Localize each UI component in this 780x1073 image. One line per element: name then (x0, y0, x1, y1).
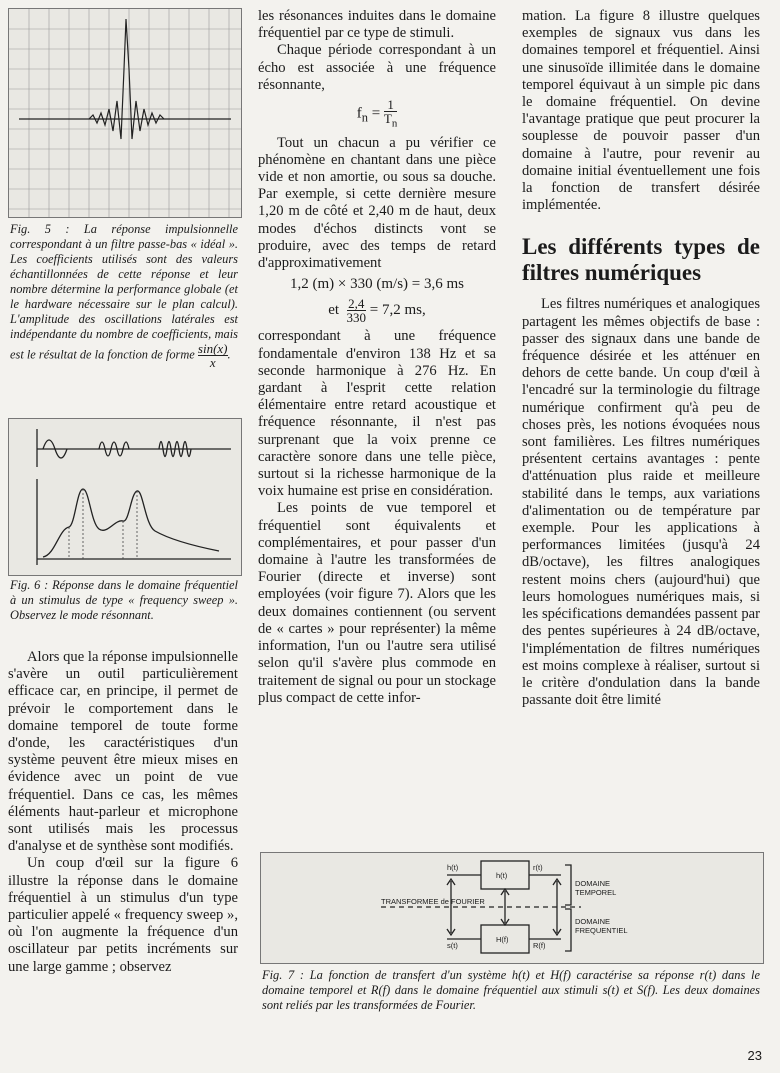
figure-7-transfer-function (260, 852, 764, 964)
delay-equation-2: et $\frac{2,4}{330}$ = 7,2 ms, (328, 296, 426, 326)
column-1-text (8, 649, 238, 976)
box-top-label: h(t) (496, 871, 508, 880)
page-number: 23 (747, 1048, 762, 1063)
label-ht-in: h(t) (447, 863, 459, 872)
paragraph: les résonances induites dans le domaine fréquentiel par ce type de stimuli. (258, 8, 496, 42)
domain-frequency-label: DOMAINE FREQUENTIEL (575, 917, 628, 935)
impulse-response-plot (9, 9, 241, 217)
label-st: s(t) (447, 941, 458, 950)
figure-7-caption: Fig. 7 : La fonction de transfert d'un système h(t) et H(f) caractérise sa réponse r(t) dans le domaine temporel et R(f) dans le domaine fréquentiel aux stimuli s(t) et S(f). Les deux domaines sont reliés par les transformées de Fourier. (262, 968, 760, 1012)
paragraph: Un coup d'œil sur la figure 6 illustre la réponse dans le domaine fréquentiel à un stimulus d'un type particulier appelé « frequency sweep », où l'on augmente la fréquence d'un oscillateur par petits incréments sur une large gamme ; observez (8, 855, 238, 975)
paragraph: Chaque période correspondant à un écho est associée à une fréquence résonnante, (258, 42, 496, 93)
resonance-formula: $f_n$ = $\frac{1}{T_n}$ (356, 97, 398, 130)
column-3-text (522, 8, 760, 709)
transfer-function-diagram (261, 853, 763, 963)
figure-6-frequency-response (8, 418, 242, 576)
paragraph: Les filtres numériques et analogiques partagent les mêmes objectifs de base : passer des signaux dans une bande de fréquence désirée et les atténuer en dehors de cette bande. Un coup d'œil à l'encadré sur la terminologie du filtrage numérique confirment qu'à peu de choses près, les notions évoquées nous sont familières. Les filtres numériques présentent certains avantages : pente d'atténuation plus raide et meilleure stabilité dans le temps, aux variations d'alimentation ou de température par exemple. Pour les applications à performances limitées (jusqu'à 24 dB/octave), les filtres analogiques restent moins chers (aujourd'hui) que leurs homologues numériques mais, si les spécifications demandées passent par des pentes supérieures à 24 dB/octave, l'implémentation de filtres numériques est moins complexe à réaliser, surtout si le critère d'ondulation dans la bande passante doit être limité (522, 296, 760, 709)
paragraph: Alors que la réponse impulsionnelle s'avère un outil particulièrement efficace car, en principe, il permet de prévoir le comportement dans le domaine temporel de toute forme d'onde, les caractéristiques d'un système peuvent être mieux mises en évidence avec un point de vue fréquentiel. Dans ce cas, les mêmes éléments haut-parleur et microphone sont utilisés mais les processus d'analyse et de synthèse sont modifiés. (8, 649, 238, 855)
frequency-sweep-plot (9, 419, 241, 575)
figure-6-caption: Fig. 6 : Réponse dans le domaine fréquentiel à un stimulus de type « frequency sweep ». Observez le mode résonnant. (10, 578, 238, 622)
figure-5-caption: Fig. 5 : La réponse impulsionnelle correspondant à un filtre passe-bas « idéal ». Les coefficients utilisés sont des valeurs échantillonnées de cette réponse et leur nombre détermine la performance globale (et le hardware nécessaire sur le plan calcul). L'amplitude des oscillations latérales est indépendante du nombre de coefficients, mais est le résultat de la fonction de forme $\frac{\sin(x)}{x}$ . (10, 222, 238, 370)
paragraph: Les points de vue temporel et fréquentiel sont équivalents et complémentaires, et pour passer d'un domaine à l'autre les transformées de Fourier (directe et inverse) sont employées (voir figure 7). Alors que les deux domaines contiennent (ou servent de « cartes » pour représenter) la même information, l'un ou l'autre sera utilisé selon qu'il s'avère plus commode en traitement de signal ou pour un stockage plus compact de cette infor- (258, 500, 496, 706)
paragraph: correspondant à une fréquence fondamentale d'environ 138 Hz et sa seconde harmonique à 276 Hz. En gardant à l'esprit cette relation élémentaire entre retard acoustique et fréquence résonnante, il n'est pas surprenant que la voix prenne ce caractère sonore dans une telle pièce, surtout si la richesse harmonique de la voix humaine est prise en considération. (258, 328, 496, 500)
paragraph: mation. La figure 8 illustre quelques exemples de signaux vus dans les domaines temporel et fréquentiel. Ainsi une sinusoïde illimitée dans le domaine temporel équivaut à un simple pic dans le domaine fréquentiel. On devine l'avantage pratique que peut procurer la souplesse de pouvoir passer d'un domaine à l'autre, pour revenir au domaine initial éventuellement une fois la fonction de transfert désirée implémentée. (522, 8, 760, 214)
fourier-transform-label: TRANSFORMEE de FOURIER (381, 897, 485, 906)
label-rt: r(t) (533, 863, 543, 872)
box-bottom-label: H(f) (496, 935, 509, 944)
column-2-text (258, 8, 496, 707)
sinx-over-x: $\frac{\sin(x)}{x}$ (197, 341, 228, 370)
label-Rf: R(f) (533, 941, 546, 950)
paragraph: Tout un chacun a pu vérifier ce phénomène en chantant dans une pièce vide et non amortie, ou sous sa douche. Par exemple, si cette dernière mesure 1,20 m de côté et 2,40 m de haut, deux modes d'échos distincts vont se produire, avec des temps de retard d'approximativement (258, 134, 496, 272)
section-heading: Les différents types de filtres numériques (522, 234, 760, 286)
delay-equation-1: 1,2 (m) × 330 (m/s) = 3,6 ms (290, 276, 464, 293)
figure-5-impulse-response (8, 8, 242, 218)
domain-temporal-label: DOMAINE TEMPOREL (575, 879, 617, 897)
